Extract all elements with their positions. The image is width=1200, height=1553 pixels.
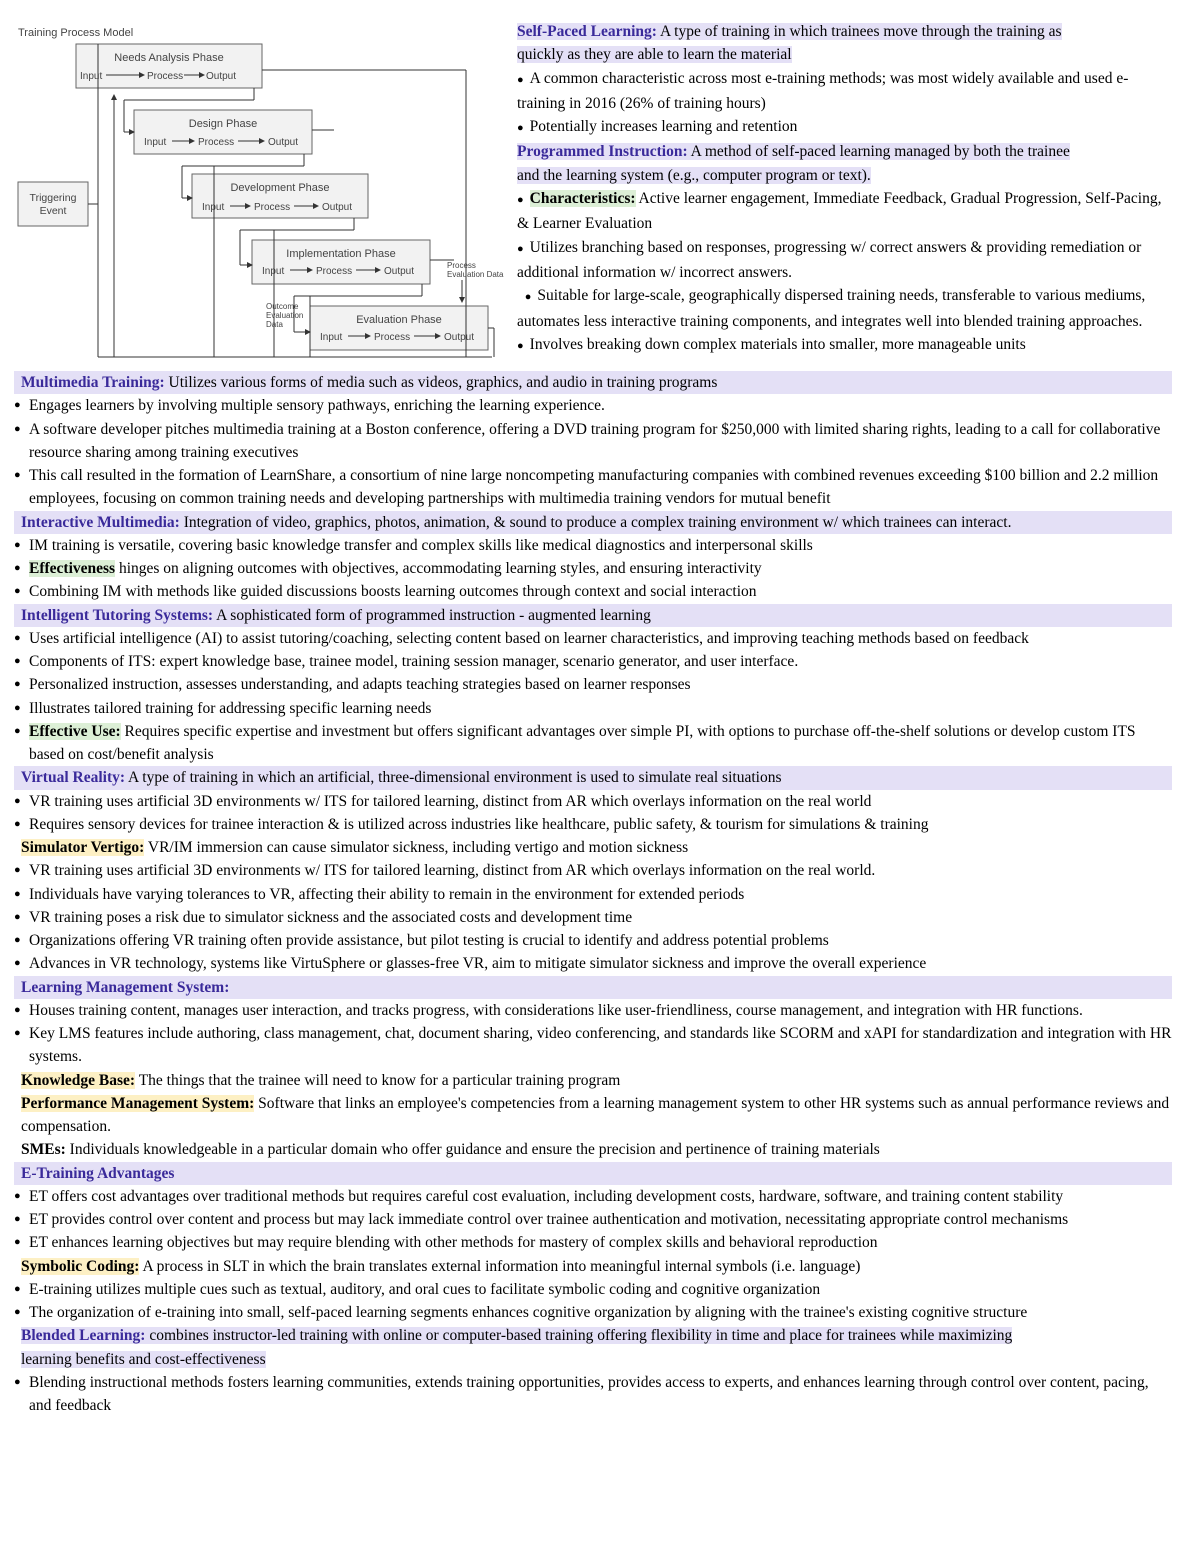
svg-text:Process: Process	[198, 137, 235, 148]
svg-text:Output: Output	[268, 137, 299, 148]
list-item: ● Individuals have varying tolerances to VR, affecting their ability to remain in the environment for extended periods	[14, 883, 1172, 906]
list-item: ● Effectiveness hinges on aligning outcomes with objectives, accommodating learning styles, and ensuring interactivity	[14, 557, 1172, 580]
phase-design	[134, 110, 312, 154]
list-item: ● Personalized instruction, assesses understanding, and adapts teaching strategies based on learner responses	[14, 673, 1172, 696]
list-item: ● VR training uses artificial 3D environments w/ ITS for tailored learning, distinct from AR which overlays information on the real world	[14, 790, 1172, 813]
list-item: ● Engages learners by involving multiple sensory pathways, enriching the learning experience.	[14, 394, 1172, 417]
list-item: ● Components of ITS: expert knowledge base, trainee model, training session manager, scenario generator, and user interface.	[14, 650, 1172, 673]
outcome-evaluation-label	[266, 302, 303, 329]
e-training-advantages-heading: E-Training Advantages	[14, 1162, 1172, 1185]
list-item: ● A software developer pitches multimedia training at a Boston conference, offering a DVD training program for $250,000 with limited sharing rights, leading to a call for collaborative resource sharing among training executives	[14, 418, 1172, 465]
svg-text:Input: Input	[202, 202, 225, 213]
svg-text:Input: Input	[320, 332, 343, 343]
self-paced-definition: Self-Paced Learning: A type of training in which trainees move through the training as quickly as they are able to learn the material	[517, 23, 1062, 64]
list-item: ● Characteristics: Active learner engagement, Immediate Feedback, Gradual Progression, Self-Pacing, & Learner Evaluation	[517, 190, 1162, 233]
programmed-instruction-definition: Programmed Instruction: A method of self-paced learning managed by both the trainee and the learning system (e.g., computer program or text).	[517, 143, 1070, 184]
svg-text:Output: Output	[384, 266, 415, 277]
symbolic-coding-definition: Symbolic Coding: A process in SLT in which the brain translates external information into meaningful internal symbols (i.e. language)	[21, 1257, 861, 1275]
svg-text:Data: Data	[266, 320, 283, 329]
list-item: ● ET provides control over content and process but may lack immediate control over trainee authentication and motivation, necessitating appropriate control mechanisms	[14, 1208, 1172, 1231]
list-item: ● Organizations offering VR training often provide assistance, but pilot testing is crucial to identify and address potential problems	[14, 929, 1172, 952]
svg-text:Evaluation Data: Evaluation Data	[447, 270, 504, 279]
list-item: ● E-training utilizes multiple cues such as textual, auditory, and oral cues to facilitate symbolic coding and cognitive organization	[14, 1278, 1172, 1301]
list-item: ● Utilizes branching based on responses, progressing w/ correct answers & providing remediation or additional information w/ incorrect answers.	[517, 238, 1142, 281]
blended-learning-definition: Blended Learning: combines instructor-led training with online or computer-based training offering flexibility in time and place for trainees while maximizing learning benefits and cost-effectiveness	[21, 1327, 1013, 1368]
virtual-reality-definition: Virtual Reality: A type of training in which an artificial, three-dimensional environment is used to simulate real situations	[14, 766, 1172, 789]
list-item: ● ET offers cost advantages over traditional methods but requires careful cost evaluation, including development costs, hardware, software, and training content stability	[14, 1185, 1172, 1208]
simulator-vertigo-definition: Simulator Vertigo: VR/IM immersion can cause simulator sickness, including vertigo and motion sickness	[21, 839, 689, 856]
lms-heading: Learning Management System:	[14, 976, 1172, 999]
svg-text:Process: Process	[447, 261, 476, 270]
list-item: ● VR training poses a risk due to simulator sickness and the associated costs and development time	[14, 906, 1172, 929]
list-item: ● IM training is versatile, covering basic knowledge transfer and complex skills like medical diagnostics and interpersonal skills	[14, 534, 1172, 557]
list-item: ● Houses training content, manages user interaction, and tracks progress, with considerations like user-friendliness, course management, and integration with HR functions.	[14, 999, 1172, 1022]
svg-text:Input: Input	[144, 137, 167, 148]
svg-text:Process: Process	[374, 332, 411, 343]
list-item: ● Suitable for large-scale, geographically dispersed training needs, transferable to various mediums, automates less interactive training components, and integrates well into blended training approaches.	[517, 287, 1146, 330]
svg-text:Process: Process	[316, 266, 353, 277]
svg-text:Output: Output	[444, 332, 475, 343]
interactive-multimedia-definition: Interactive Multimedia: Integration of video, graphics, photos, animation, & sound to produce a complex training environment w/ which trainees can interact.	[14, 511, 1172, 534]
svg-text:Output: Output	[322, 202, 353, 213]
diagram-title: Training Process Model	[18, 27, 134, 39]
smes-definition: SMEs: Individuals knowledgeable in a particular domain who offer guidance and ensure the precision and pertinence of training materials	[21, 1141, 880, 1159]
svg-text:Process: Process	[147, 71, 184, 82]
list-item: ● ET enhances learning objectives but may require blending with other methods for mastery of complex skills and behavioral reproduction	[14, 1231, 1172, 1254]
svg-text:Design Phase: Design Phase	[188, 118, 258, 130]
list-item: ● Combining IM with methods like guided discussions boosts learning outcomes through context and social interaction	[14, 580, 1172, 603]
svg-text:Development Phase: Development Phase	[230, 182, 330, 194]
phase-development	[192, 174, 368, 218]
list-item: ● Requires sensory devices for trainee interaction & is utilized across industries like healthcare, public safety, & tourism for simulations & training	[14, 813, 1172, 836]
list-item: ● Key LMS features include authoring, class management, chat, document sharing, video conferencing, and standards like SCORM and xAPI for standardization and integration with HR systems.	[14, 1022, 1172, 1069]
right-column-notes	[517, 20, 1167, 358]
phase-needs-analysis	[76, 44, 262, 88]
svg-text:Outcome: Outcome	[266, 302, 299, 311]
svg-text:Evaluation: Evaluation	[266, 311, 304, 320]
phase-evaluation	[310, 306, 488, 350]
svg-text:Triggering: Triggering	[29, 192, 77, 204]
main-notes	[14, 371, 1172, 1417]
knowledge-base-definition: Knowledge Base: The things that the trainee will need to know for a particular training program	[21, 1071, 621, 1089]
svg-text:Needs Analysis Phase: Needs Analysis Phase	[114, 52, 224, 64]
list-item: ● Effective Use: Requires specific expertise and investment but offers significant advantages over simple PI, with options to purchase off-the-shelf solutions or develop custom ITS based on cost/benefit analysis	[14, 720, 1172, 767]
list-item: ● Involves breaking down complex materials into smaller, more manageable units	[517, 335, 1026, 353]
list-item: ● Uses artificial intelligence (AI) to assist tutoring/coaching, selecting content based on learner characteristics, and improving teaching methods based on feedback	[14, 627, 1172, 650]
triggering-event-box	[18, 182, 88, 226]
svg-text:Evaluation Phase: Evaluation Phase	[356, 314, 442, 326]
multimedia-training-definition: Multimedia Training: Utilizes various forms of media such as videos, graphics, and audio in training programs	[14, 371, 1172, 394]
list-item: ● Potentially increases learning and retention	[517, 118, 798, 136]
list-item: ● Advances in VR technology, systems like VirtuSphere or glasses-free VR, aim to mitigate simulator sickness and improve the overall experience	[14, 952, 1172, 975]
training-process-diagram	[14, 20, 512, 366]
list-item: ● Blending instructional methods fosters learning communities, extends training opportunities, provides access to experts, and enhances learning through control over content, pacing, and feedback	[14, 1371, 1172, 1418]
process-evaluation-label	[447, 261, 504, 279]
list-item: ● The organization of e-training into small, self-paced learning segments enhances cognitive organization by aligning with the trainee's existing cognitive structure	[14, 1301, 1172, 1324]
svg-text:Implementation Phase: Implementation Phase	[286, 248, 396, 260]
list-item: ● This call resulted in the formation of LearnShare, a consortium of nine large noncompeting manufacturing companies with combined revenues exceeding $100 billion and 2.2 million employees, focusing on common training needs and developing partnerships with multimedia training vendors for mutual benefit	[14, 464, 1172, 511]
svg-text:Input: Input	[262, 266, 285, 277]
svg-text:Event: Event	[39, 205, 67, 217]
phase-implementation	[252, 240, 430, 284]
svg-text:Process: Process	[254, 202, 291, 213]
list-item: ● A common characteristic across most e-training methods; was most widely available and used e-training in 2016 (26% of training hours)	[517, 69, 1129, 112]
list-item: ● Illustrates tailored training for addressing specific learning needs	[14, 697, 1172, 720]
intelligent-tutoring-definition: Intelligent Tutoring Systems: A sophisticated form of programmed instruction - augmented learning	[14, 604, 1172, 627]
list-item: ● VR training uses artificial 3D environments w/ ITS for tailored learning, distinct from AR which overlays information on the real world.	[14, 859, 1172, 882]
svg-text:Input: Input	[80, 71, 103, 82]
svg-text:Output: Output	[206, 71, 237, 82]
performance-management-definition: Performance Management System: Software that links an employee's competencies from a learning management system to other HR systems such as annual performance reviews and compensation.	[21, 1094, 1170, 1135]
